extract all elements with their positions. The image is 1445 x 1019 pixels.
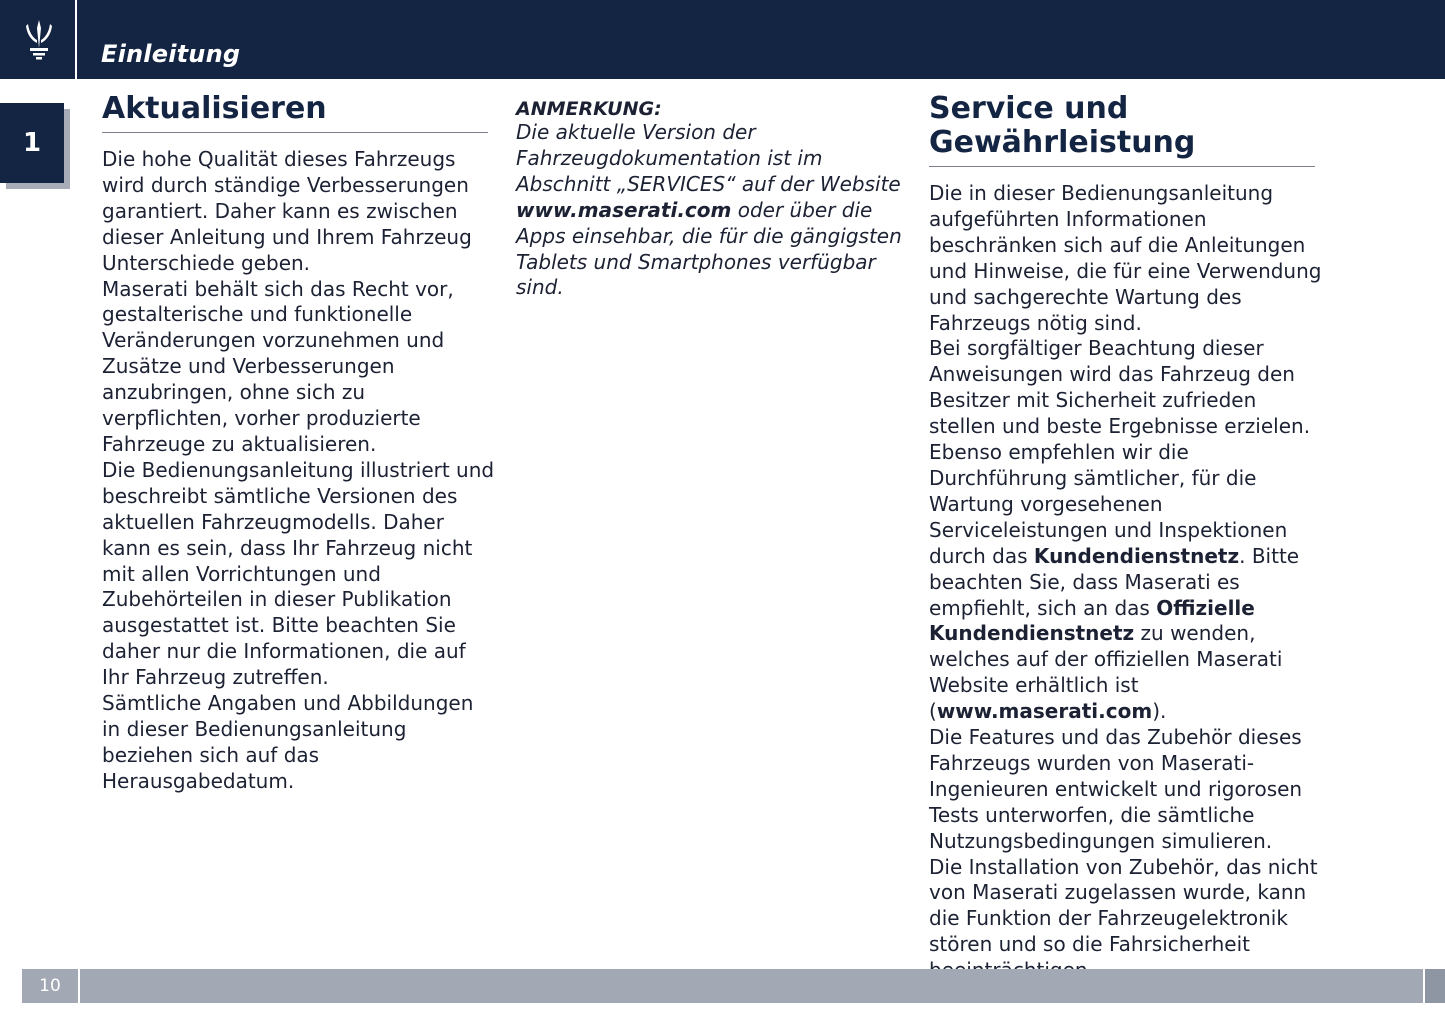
update-body bbox=[102, 147, 497, 795]
website-link[interactable]: www.maserati.com bbox=[936, 699, 1153, 724]
paragraph: Die in dieser Bedienungsanleitung aufgeführten Informationen beschränken sich auf die Anleitungen und Hinweise, die für eine Verwendung und sachgerechte Wartung des Fahrzeugs nötig sind. bbox=[929, 181, 1322, 335]
trident-logo-icon bbox=[24, 18, 54, 60]
note-label: ANMERKUNG: bbox=[516, 98, 662, 120]
chapter-tab: 1 bbox=[0, 103, 64, 183]
bold-term: Kundendienstnetz bbox=[1033, 543, 1240, 568]
column-note bbox=[516, 92, 911, 301]
paragraph bbox=[929, 336, 1329, 725]
service-body bbox=[929, 181, 1329, 984]
column-update bbox=[102, 92, 497, 795]
logo-box bbox=[0, 0, 77, 79]
section-title: Einleitung bbox=[101, 40, 241, 68]
text-part: Bei sorgfältiger Beachtung dieser Anweisungen wird das Fahrzeug den Besitzer mit Sicherheit zufrieden stellen und beste Ergebnisse erzielen. Ebenso empfehlen wir die Durchführung sämtlicher, für die Wartung vorgesehenen Serviceleistungen und Inspektionen durch das bbox=[929, 336, 1311, 568]
paragraph: Die hohe Qualität dieses Fahrzeugs wird durch ständige Verbesserungen garantiert. Daher kann es zwischen dieser Anleitung und Ihrem Fahrzeug Unterschiede geben. bbox=[102, 147, 472, 275]
note-text bbox=[516, 120, 911, 301]
heading-service: Service und Gewährleistung bbox=[929, 92, 1315, 167]
column-service bbox=[929, 92, 1329, 984]
note-text-part: Die aktuelle Version der Fahrzeugdokumentation ist im Abschnitt „SERVICES“ auf der Website bbox=[516, 120, 901, 196]
note-text-part: oder über die Apps einsehbar, die für die gängigsten Tablets und Smartphones verfügbar sind. bbox=[516, 197, 902, 300]
paragraph: Die Installation von Zubehör, das nicht von Maserati zugelassen wurde, kann die Funktion der Fahrzeugelektronik stören und so die Fahrsicherheit bbox=[929, 854, 1318, 957]
paragraph: Die Features und das Zubehör dieses Fahrzeugs wurden von Maserati-Ingenieuren entwickelt und rigorosen Tests unterworfen, die sämtliche Nutzungsbedingungen simulieren. bbox=[929, 725, 1303, 853]
page-number: 10 bbox=[22, 969, 80, 1003]
text-part: . Bitte beachten Sie, dass Maserati es empfiehlt, sich an das bbox=[929, 543, 1300, 620]
footer-end-block bbox=[1423, 969, 1445, 1003]
website-link[interactable]: www.maserati.com bbox=[516, 197, 732, 222]
paragraph: Sämtliche Angaben und Abbildungen in dieser Bedienungsanleitung beziehen sich auf das Herausgabedatum. bbox=[102, 691, 474, 793]
page-header bbox=[0, 0, 1445, 79]
page-footer bbox=[22, 969, 1445, 1003]
bold-term: Offizielle Kundendienstnetz bbox=[929, 595, 1255, 646]
paragraph: Die Bedienungsanleitung illustriert und beschreibt sämtliche Versionen des aktuellen Fahrzeugmodells. Daher kann es sein, dass Ihr Fahrzeug nicht mit allen Vorrichtungen und Zubehörteilen in dieser Publikation ausgestattet ist. Bitte beachten Sie daher nur die Informationen, die auf Ihr Fahrzeug zutreffen. bbox=[102, 457, 495, 690]
text-part: zu wenden, welches auf der offiziellen Maserati Website erhältlich ist ( bbox=[929, 621, 1283, 724]
paragraph: Maserati behält sich das Recht vor, gestalterische und funktionelle Veränderungen vorzunehmen und Zusätze und Verbesserungen anzubringen, ohne sich zu verpflichten, vorher produzierte Fahrzeuge zu aktualisieren. bbox=[102, 276, 454, 456]
text-part: ). bbox=[1152, 699, 1167, 724]
heading-update: Aktualisieren bbox=[102, 92, 488, 133]
